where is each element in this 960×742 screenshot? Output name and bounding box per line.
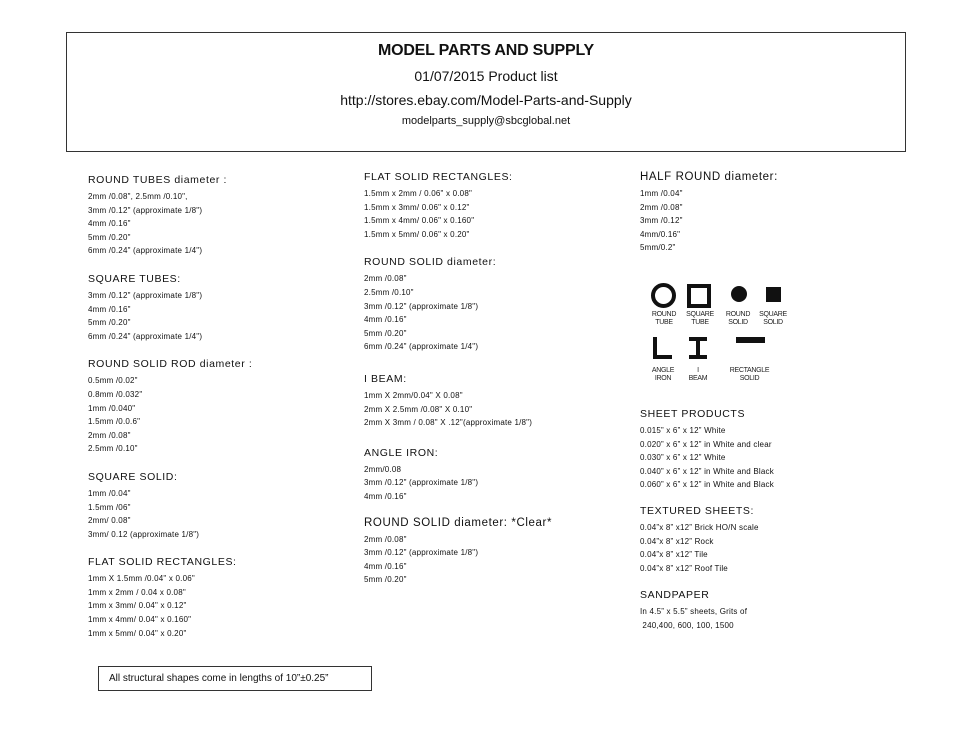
- round-tube-icon: [651, 283, 676, 308]
- list-item: 3mm /0.12" (approximate 1/8"): [364, 548, 479, 558]
- list-item: 5mm/0.2": [640, 243, 676, 253]
- list-item: 0.04”x 8” x12” Roof Tile: [640, 563, 728, 573]
- list-item: 4mm /0.16": [88, 304, 131, 314]
- list-item: 0.020” x 6” x 12” in White and clear: [640, 439, 772, 449]
- list-item: 4mm /0.16": [88, 219, 131, 229]
- list-item: 6mm /0.24" (approximate 1/4"): [88, 246, 203, 256]
- list-item: 2mm /0.08": [364, 534, 407, 544]
- section-sandpaper: [640, 588, 774, 632]
- list-item: 3mm/ 0.12 (approximate 1/8"): [88, 529, 200, 539]
- section-title: SHEET PRODUCTS: [640, 408, 746, 420]
- list-item: 0.8mm /0.032": [88, 389, 143, 399]
- section-sheet-products: [640, 407, 774, 492]
- section-textured-sheets: [640, 504, 774, 575]
- label-line: IRON: [654, 374, 672, 382]
- section-title: ROUND SOLID diameter:: [364, 256, 497, 269]
- list-item: 1mm x 2mm / 0.04 x 0.08": [88, 587, 186, 597]
- list-item: 4mm /0.16": [364, 315, 407, 325]
- section-half-round: [640, 170, 778, 255]
- section-title: HALF ROUND diameter:: [640, 171, 778, 183]
- list-item: 0.5mm /0.02": [88, 376, 138, 386]
- section-round-solid: [364, 255, 552, 354]
- section-round-solid-rod: [88, 357, 252, 456]
- label-line: I: [697, 367, 699, 374]
- list-item: 5mm /0.20": [88, 232, 131, 242]
- section-title: SANDPAPER: [640, 589, 710, 602]
- list-item: In 4.5” x 5.5” sheets, Grits of: [640, 607, 748, 617]
- section-title: ROUND SOLID diameter: *Clear*: [364, 516, 553, 529]
- list-item: 5mm /0.20": [88, 318, 131, 328]
- label-line: TUBE: [655, 318, 673, 326]
- list-item: 1mm /0.040": [88, 403, 136, 413]
- list-item: 1.5mm x 4mm/ 0.06" x 0.160": [364, 216, 475, 226]
- list-item: 1mm X 2mm/0.04" X 0.08": [364, 390, 463, 400]
- list-item: 0.040” x 6” x 12” in White and Black: [640, 466, 774, 476]
- list-item: 2mm X 2.5mm /0.08" X 0.10": [364, 404, 473, 414]
- section-title: FLAT SOLID RECTANGLES:: [88, 556, 237, 569]
- product-list-date: 01/07/2015 Product list: [414, 68, 558, 84]
- list-item: 5mm /0.20": [364, 575, 407, 585]
- list-item: 1.5mm /0.0.6": [88, 417, 141, 427]
- label-square-tube: [680, 311, 720, 326]
- list-item: 1mm /0.04": [88, 488, 131, 498]
- list-item: 2mm /0.08", 2.5mm /0.10",: [88, 192, 188, 201]
- label-line: SOLID: [728, 318, 748, 326]
- list-item: 1.5mm /06": [88, 502, 131, 512]
- list-item: 3mm /0.12" (approximate 1/8"): [88, 205, 203, 215]
- store-url[interactable]: http://stores.ebay.com/Model-Parts-and-Supply: [340, 92, 632, 108]
- list-item: 1mm x 4mm/ 0.04" x 0.160": [88, 615, 192, 625]
- list-item: 1.5mm x 5mm/ 0.06" x 0.20": [364, 229, 470, 239]
- list-item: 0.04”x 8” x12” Tile: [640, 550, 708, 560]
- label-line: SOLID: [763, 318, 783, 326]
- list-item: 1mm x 5mm/ 0.04" x 0.20": [88, 628, 187, 638]
- label-square-solid: [753, 311, 793, 326]
- section-square-tubes: [88, 272, 252, 343]
- label-rectangle-solid: [722, 367, 777, 382]
- section-flat-solid-rectangles-2: [364, 170, 552, 241]
- header-box: [66, 32, 906, 152]
- list-item: 1mm x 3mm/ 0.04" x 0.12": [88, 601, 187, 611]
- list-item: 0.030” x 6” x 12” White: [640, 453, 726, 463]
- list-item: 3mm /0.12": [640, 216, 683, 226]
- section-flat-solid-rectangles: [88, 555, 252, 640]
- label-line: ROUND: [651, 311, 677, 318]
- list-item: 0.04”x 8” x12” Brick HO/N scale: [640, 522, 759, 532]
- section-title: ROUND TUBES diameter :: [88, 174, 228, 186]
- label-line: RECTANGLE: [729, 367, 770, 374]
- column-3: [640, 170, 778, 255]
- label-line: SQUARE: [759, 311, 787, 318]
- list-item: 0.060” x 6” x 12” in White and Black: [640, 480, 774, 490]
- section-title: SQUARE TUBES:: [88, 272, 181, 285]
- section-title: SQUARE SOLID:: [88, 470, 178, 483]
- square-solid-icon: [766, 287, 781, 302]
- list-item: 3mm /0.12" (approximate 1/8"): [88, 290, 203, 300]
- section-i-beam: [364, 372, 552, 430]
- lengths-note: All structural shapes come in lengths of 10”±0.25”: [98, 666, 372, 691]
- list-item: 5mm /0.20": [364, 328, 407, 338]
- label-round-tube: [644, 311, 684, 326]
- list-item: 1mm /0.04": [640, 189, 683, 198]
- list-item: 3mm /0.12" (approximate 1/8"): [364, 478, 479, 488]
- column-2: [364, 170, 552, 587]
- section-title: TEXTURED SHEETS:: [640, 504, 755, 517]
- label-angle-iron: [643, 367, 683, 382]
- label-i-beam: [678, 367, 718, 382]
- i-beam-icon: [689, 337, 707, 359]
- list-item: 240,400, 600, 100, 1500: [640, 620, 734, 630]
- list-item: 4mm/0.16": [640, 229, 681, 239]
- section-round-solid-clear: [364, 516, 552, 587]
- list-item: 0.04”x 8” x12” Rock: [640, 536, 714, 546]
- label-line: SOLID: [739, 374, 760, 382]
- list-item: 2.5mm /0.10": [364, 287, 414, 297]
- rectangle-solid-icon: [736, 337, 765, 343]
- section-title: ROUND SOLID ROD diameter :: [88, 358, 253, 371]
- section-title: ANGLE IRON:: [364, 446, 439, 459]
- round-solid-icon: [731, 286, 747, 302]
- angle-iron-icon: [653, 337, 672, 359]
- list-item: 1.5mm x 3mm/ 0.06" x 0.12": [364, 202, 470, 212]
- list-item: 1mm X 1.5mm /0.04" x 0.06": [88, 574, 195, 584]
- list-item: 4mm /0.16": [364, 491, 407, 501]
- section-round-tubes: [88, 173, 252, 258]
- list-item: 3mm /0.12" (approximate 1/8"): [364, 301, 479, 311]
- label-line: ROUND: [725, 311, 751, 318]
- label-line: TUBE: [691, 318, 709, 326]
- column-1: [88, 173, 252, 640]
- list-item: 2mm /0.08": [364, 274, 407, 284]
- section-angle-iron: [364, 446, 552, 504]
- list-item: 2mm X 3mm / 0.08" X .12"(approximate 1/8"): [364, 418, 533, 428]
- square-tube-icon: [687, 284, 711, 308]
- list-item: 6mm /0.24" (approximate 1/4"): [364, 342, 479, 352]
- list-item: 2mm/0.08: [364, 464, 402, 474]
- list-item: 4mm /0.16": [364, 561, 407, 571]
- section-title: I BEAM:: [364, 372, 407, 385]
- column-3-lower: [640, 407, 774, 633]
- list-item: 2mm/ 0.08": [88, 516, 131, 526]
- list-item: 2mm /0.08": [88, 430, 131, 440]
- label-line: SQUARE: [686, 311, 714, 318]
- store-email[interactable]: modelparts_supply@sbcglobal.net: [401, 115, 571, 127]
- label-line: BEAM: [688, 374, 708, 382]
- shape-legend: [648, 282, 798, 392]
- store-title: MODEL PARTS AND SUPPLY: [377, 42, 595, 59]
- section-title: FLAT SOLID RECTANGLES:: [364, 171, 513, 183]
- label-line: ANGLE: [651, 367, 675, 374]
- list-item: 2.5mm /0.10": [88, 444, 138, 454]
- list-item: 2mm /0.08": [640, 202, 683, 212]
- section-square-solid: [88, 470, 252, 541]
- list-item: 1.5mm x 2mm / 0.06" x 0.08": [364, 189, 473, 198]
- list-item: 0.015” x 6” x 12” White: [640, 426, 726, 435]
- label-round-solid: [718, 311, 758, 326]
- list-item: 6mm /0.24" (approximate 1/4"): [88, 331, 203, 341]
